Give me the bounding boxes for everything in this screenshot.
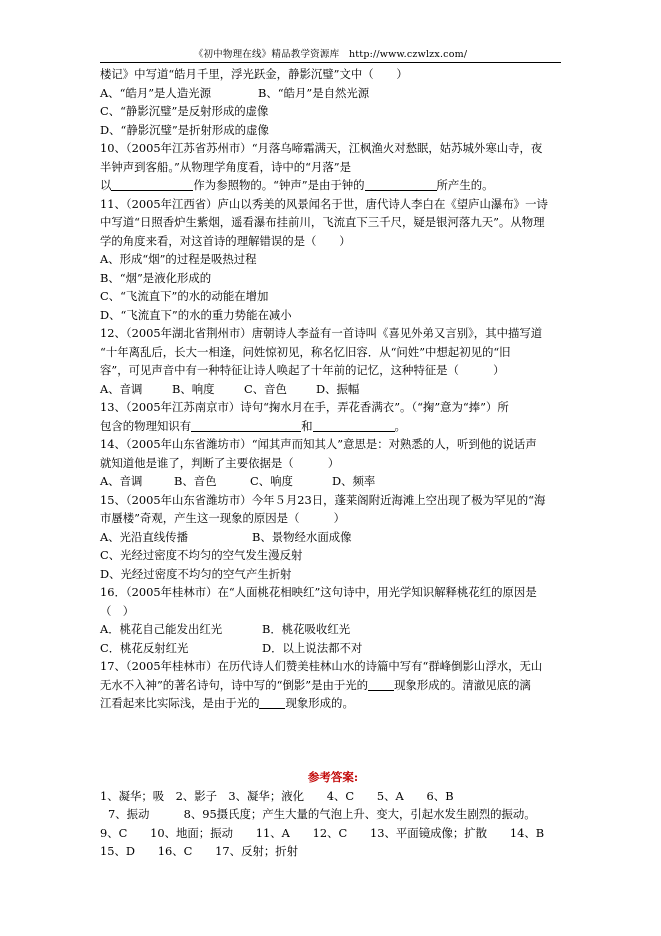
q15-option-a: A、光沿直线传播 [100, 529, 188, 544]
q17-line-1: 17、（2005年桂林市）在历代诗人们赞美桂林山水的诗篇中写有“群峰倒影山浮水，无山 [100, 659, 543, 673]
q11-line-3: 学的角度来看，对这首诗的理解错误的是（ ） [100, 233, 351, 248]
q17-text-b: 现象形成的。清澈见底的漓 [394, 677, 531, 692]
q10-blank-1 [111, 178, 193, 191]
page-header: 《初中物理在线》精品教学资源库 http://www.czwlzx.com/ [100, 48, 561, 63]
q14-line-1: 14、（2005年山东省潍坊市）“闻其声而知其人”意思是：对熟悉的人，听到他的说话声 [100, 437, 537, 451]
q15-option-c: C、光经过密度不均匀的空气发生漫反射 [100, 548, 303, 562]
q10-text-b: 作为参照物的。“钟声”是由于钟的 [193, 178, 365, 192]
q12-line-2: “十年离乱后，长大一相逢，问姓惊初见，称名忆旧容．从“问姓”中想起初见的“旧 [100, 344, 511, 359]
q14-line-2: 就知道他是谁了，判断了主要依据是（ ） [100, 455, 340, 470]
q17-line-3 [100, 694, 566, 713]
q12-line-3: 容”，可见声音中有一种特征让诗人唤起了十年前的记忆，这种特征是（ ） [100, 363, 505, 377]
q16-option-a: A．桃花自己能发出红光 [100, 622, 223, 636]
q10-text-c: 所产生的。 [436, 178, 494, 192]
q9-option-a: A、“皓月”是人造光源 [100, 85, 211, 100]
q15-option-d: D、光经过密度不均匀的空气产生折射 [100, 566, 292, 581]
q9-stem: 楼记》中写道“皓月千里，浮光跃金，静影沉璧”文中（ ） [100, 67, 408, 81]
q15-options-ab [100, 528, 566, 547]
q13-text-c: 。 [394, 418, 406, 433]
section-gap [100, 713, 566, 769]
q14-option-d: D、频率 [332, 474, 376, 488]
q16-options-ab [100, 620, 566, 639]
q17-text-d: 现象形成的。 [285, 696, 354, 710]
q16-option-d: D．以上说法都不对 [262, 640, 363, 655]
q16-option-c: C．桃花反射红光 [100, 640, 189, 655]
q16-line-1: 16．（2005年桂林市）在“人面桃花相映红”这句诗中，用光学知识解释桃花红的原因是 [100, 585, 537, 599]
q11-line-1: 11、（2005年江西省）庐山以秀美的风景闻名于世，唐代诗人李白在《望庐山瀑布》一诗 [100, 196, 548, 211]
q17-text-a: 无水不入神”的著名诗句，诗中写的“倒影”是由于光的 [100, 677, 369, 692]
answers-line-3: 9、C 10、地面；振动 11、A 12、C 13、平面镜成像；扩散 14、B [100, 825, 545, 840]
q17-text-c: 江看起来比实际浅，是由于光的 [100, 696, 260, 710]
q14-options [100, 472, 566, 491]
q15-line-2: 市蜃楼”奇观，产生这一现象的原因是（ ） [100, 511, 346, 525]
q13-text-a: 包含的物理知识有 [100, 418, 192, 433]
q9-option-d: D、“静影沉璧”是折射形成的虚像 [100, 122, 269, 137]
answers-line-2: 7、振动 8、95摄氏度；产生大量的气泡上升、变大，引起水发生剧烈的振动。 [108, 807, 536, 821]
q11-option-b: B、“烟”是液化形成的 [100, 270, 212, 285]
q13-text-b: 和 [301, 418, 313, 433]
q17-blank-1 [368, 678, 394, 691]
q13-line-1: 13、（2005年江苏南京市）诗句“掬水月在手，弄花香满衣”。（“掬”意为“捧”）所 [100, 400, 509, 414]
q16-line-2: （ ） [100, 603, 135, 618]
q15-option-b: B、景物经水面成像 [252, 529, 352, 544]
q12-option-a: A、音调 [100, 381, 143, 396]
q13-blank-1 [191, 419, 301, 432]
answers-line-4: 15、D 16、C 17、反射；折射 [100, 844, 299, 858]
q15-line-1: 15、（2005年山东省潍坊市）今年５月23日，蓬莱阁附近海滩上空出现了极为罕见的“海 [100, 492, 546, 507]
q12-options [100, 380, 566, 399]
q10-line-1: 10、（2005年江苏省苏州市）“月落乌啼霜满天，江枫渔火对愁眠，姑苏城外寒山寺，夜 [100, 141, 543, 155]
q12-option-b: B、响度 [172, 381, 215, 396]
q11-option-a: A、形成“烟”的过程是吸热过程 [100, 252, 257, 266]
q9-option-b: B、“皓月”是自然光源 [258, 85, 370, 100]
q14-option-b: B、音色 [174, 474, 217, 488]
q16-option-b: B．桃花吸收红光 [262, 622, 351, 636]
answers-line-1: 1、凝华；吸 2、影子 3、凝华；液化 4、C 5、A 6、B [100, 788, 454, 803]
q10-text-a: 以 [100, 178, 112, 192]
q13-blank-2 [313, 419, 395, 432]
q11-line-2: 中写道“日照香炉生紫烟，遥看瀑布挂前川，飞流直下三千尺，疑是银河落九天”。从物理 [100, 215, 545, 229]
q10-blank-2 [365, 178, 437, 191]
q13-line-2 [100, 417, 566, 436]
answers-title: 参考答案: [307, 770, 359, 784]
q17-blank-2 [259, 696, 285, 709]
q10-line-2: 半钟声到客船。”从物理学角度看，诗中的“月落”是 [100, 159, 351, 174]
q9-options-ab [100, 84, 566, 103]
q12-option-c: C、音色 [244, 381, 287, 396]
q9-option-c: C、“静影沉璧”是反射形成的虚像 [100, 104, 269, 118]
q10-line-3 [100, 176, 566, 195]
q11-option-c: C、“飞流直下”的水的动能在增加 [100, 289, 269, 303]
q17-line-2 [100, 676, 566, 695]
q11-option-d: D、“飞流直下”的水的重力势能在减小 [100, 307, 292, 322]
q12-line-1: 12、（2005年湖北省荆州市）唐朝诗人李益有一首诗叫《喜见外弟又言别》，其中描写道 [100, 326, 543, 340]
q16-options-cd [100, 639, 566, 658]
q12-option-d: D、振幅 [316, 381, 360, 396]
q14-option-c: C、响度 [250, 474, 293, 488]
document-body [100, 65, 566, 861]
q14-option-a: A、音调 [100, 474, 143, 488]
